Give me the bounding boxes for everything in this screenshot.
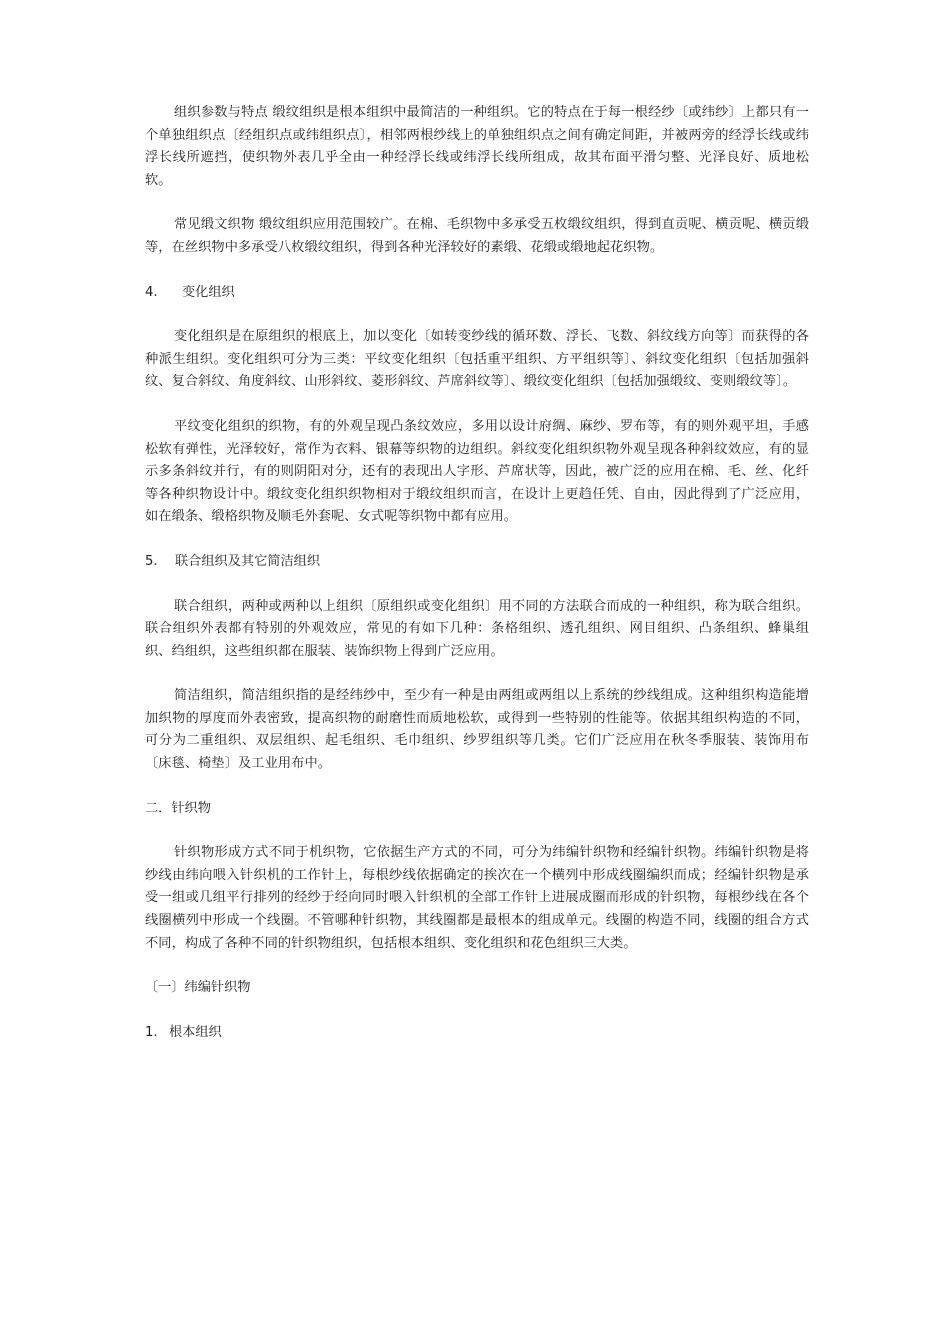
section-number: 5.: [145, 553, 158, 569]
paragraph-compound-weave: 简洁组织，简洁组织指的是经纬纱中，至少有一种是由两组或两组以上系统的纱线组成。这种组织构造能增加织物的厚度而外表密致，提高织物的耐磨性而质地松软，或得到一些特别的性能等。依据其组织构造的不同，可分为二重组织、双层组织、起毛组织、毛巾组织、纱罗组织等几类。它们广泛应用在秋冬季服装、装饰用布〔床毯、椅垫〕及工业用布中。: [145, 688, 809, 772]
paragraph-combined-weave: 联合组织，两种或两种以上组织〔原组织或变化组织〕用不同的方法联合而成的一种组织，称为联合组织。联合组织外表都有特别的外观效应，常见的有如下几种：条格组织、透孔组织、网目组织、凸条组织、蜂巢组织、绉组织，这些组织都在服装、装饰织物上得到广泛应用。: [145, 598, 809, 659]
subsection-heading-basic-structure: [145, 1022, 809, 1045]
document-page: [145, 102, 809, 1066]
section-heading-combined-weave: [145, 551, 809, 574]
section-number: 4.: [145, 284, 158, 300]
paragraph-common-satin-fabrics: 常见缎文织物 缎纹组织应用范围较广。在棉、毛织物中多承受五枚缎纹组织，得到直贡呢、横贡呢、横贡缎等，在丝织物中多承受八枚缎纹组织，得到各种光泽较好的素缎、花缎或缎地起花织物。: [145, 217, 809, 255]
section-title: 变化组织: [182, 284, 235, 300]
subsection-heading-weft-knit: 〔一〕纬编针织物: [145, 980, 251, 996]
section-title: 联合组织及其它简洁组织: [175, 553, 321, 569]
paragraph-satin-parameters: 组织参数与特点 缎纹组织是根本组织中最简洁的一种组织。它的特点在于每一根经纱〔或纬纱〕上都只有一个单独组织点〔经组织点或纬组织点〕，相邻两根纱线上的单独组织点之间有确定间距，并被两旁的经浮长线或纬浮长线所遮挡，使织物外表几乎全由一种经浮长线或纬浮长线所组成，故其布面平滑匀整、光泽良好、质地松软。: [145, 105, 809, 188]
section-number: 1.: [145, 1024, 158, 1040]
paragraph-knitted-fabric: 针织物形成方式不同于机织物，它依据生产方式的不同，可分为纬编针织物和经编针织物。纬编针织物是将纱线由纬向喂入针织机的工作针上，每根纱线依据确定的挨次在一个横列中形成线圈编织而成；经编针织物是承受一组或几组平行排列的经纱于经向同时喂入针织机的全部工作针上进展成圈而形成的针织物，每根纱线在各个线圈横列中形成一个线圈。不管哪种针织物，其线圈都是最根本的组成单元。线圈的构造不同，线圈的组合方式不同，构成了各种不同的针织物组织，包括根本组织、变化组织和花色组织三大类。: [145, 845, 809, 951]
paragraph-variation-weave-definition: 变化组织是在原组织的根底上，加以变化〔如转变纱线的循环数、浮长、飞数、斜纹线方向等〕而获得的各种派生组织。变化组织可分为三类：平纹变化组织〔包括重平组织、方平组织等〕、斜纹变化组织〔包括加强斜纹、复合斜纹、角度斜纹、山形斜纹、菱形斜纹、芦席斜纹等〕、缎纹变化组织〔包括加强缎纹、变则缎纹等〕。: [145, 329, 809, 390]
chapter-heading-knitted-fabric: 二．针织物: [145, 800, 211, 816]
section-heading-variation-weave: [145, 282, 809, 305]
paragraph-variation-weave-applications: 平纹变化组织的织物，有的外观呈现凸条纹效应，多用以设计府绸、麻纱、罗布等，有的则外观平坦，手感松软有弹性，光泽较好，常作为衣料、银幕等织物的边组织。斜纹变化组织织物外观呈现各种斜纹效应，有的显示多条斜纹并行，有的则阴阳对分，还有的表现出人字形、芦席状等，因此，被广泛的应用在棉、毛、丝、化纤等各种织物设计中。缎纹变化组织织物相对于缎纹组织而言，在设计上更趋任凭、自由，因此得到了广泛应用，如在缎条、缎格织物及顺毛外套呢、女式呢等织物中都有应用。: [145, 418, 809, 525]
section-title: 根本组织: [169, 1024, 222, 1040]
